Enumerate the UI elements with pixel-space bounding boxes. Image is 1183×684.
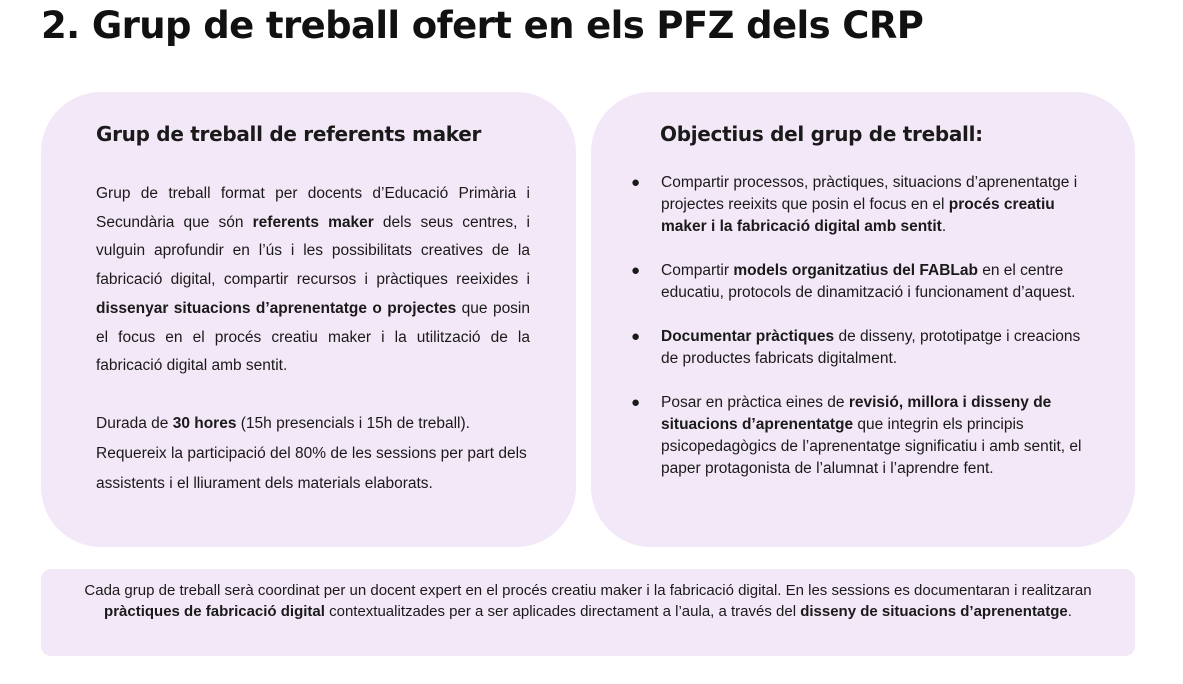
text-run: en el centre educatiu, protocols de dinamització i funcionament d’aquest. [661,262,1076,301]
text-run: . [941,218,947,235]
text-run: dels seus centres, i vulguin aprofundir en l’ús i les possibilitats creatives de la fabricació digital, compartir recursos i pràctiques reeixides i [96,213,530,289]
duration-paragraph [96,409,530,499]
bullet-icon: ● [631,394,641,411]
list-item-text [661,262,1075,301]
text-run: Compartir processos, pràctiques, situacions d’aprenentatge i projectes reeixits que posin el focus en el [661,174,1078,213]
emphasis-text: Documentar pràctiques [661,328,835,345]
objectives-list [631,172,1101,502]
emphasis-text: pràctiques de fabricació digital [104,603,325,620]
page-title: 2. Grup de treball ofert en els PFZ dels CRP [41,4,924,47]
footer-text [71,580,1105,622]
text-run: Compartir [661,262,734,279]
description-paragraph [96,180,530,381]
list-item-text [661,394,1081,477]
list-item-text [661,174,1077,235]
list-item [631,172,1101,238]
emphasis-text: revisió, millora i disseny de situacions d’aprenentatge [661,394,1052,433]
referents-maker-card [41,92,576,547]
list-item-text [661,328,1080,367]
list-item [631,326,1101,370]
emphasis-text: procés creatiu maker i la fabricació digital amb sentit [661,196,1055,235]
card-body [96,180,530,499]
objectives-card [591,92,1135,547]
text-run: que posin el focus en el procés creatiu maker i la utilització de la fabricació digital amb sentit. [96,299,530,375]
list-item [631,260,1101,304]
text-run: Posar en pràctica eines de [661,394,849,411]
card-heading: Objectius del grup de treball: [660,122,983,146]
emphasis-text: models organitzatius del FABLab [733,262,978,279]
text-run: . [1067,603,1072,620]
text-run: Durada de [96,414,173,432]
bullet-icon: ● [631,328,641,345]
text-run: Grup de treball format per docents d’Educació Primària i Secundària que són [96,185,530,231]
card-heading: Grup de treball de referents maker [96,122,482,146]
bullet-icon: ● [631,174,641,191]
emphasis-text: disseny de situacions d’aprenentatge [800,603,1068,620]
emphasis-text: dissenyar situacions d’aprenentatge o projectes [96,299,457,317]
text-run: (15h presencials i 15h de treball). Requereix la participació del 80% de les sessions per part dels assistents i el lliurament dels materials elaborats. [96,414,527,492]
text-run: de disseny, prototipatge i creacions de productes fabricats digitalment. [661,328,1081,367]
text-run: que integrin els principis psicopedagògics de l’aprenentatge significatiu i amb sentit, el paper protagonista de l’alumnat i l’aprendre fent. [661,416,1082,477]
text-run: contextualitzades per a ser aplicades directament a l’aula, a través del [324,603,801,620]
coordination-note [41,569,1135,656]
bullet-icon: ● [631,262,641,279]
emphasis-text: referents maker [252,213,374,231]
text-run: Cada grup de treball serà coordinat per un docent expert en el procés creatiu maker i la fabricació digital. En les sessions es documentaran i realitzaran [84,582,1092,599]
list-item [631,392,1101,480]
emphasis-text: 30 hores [172,414,237,432]
